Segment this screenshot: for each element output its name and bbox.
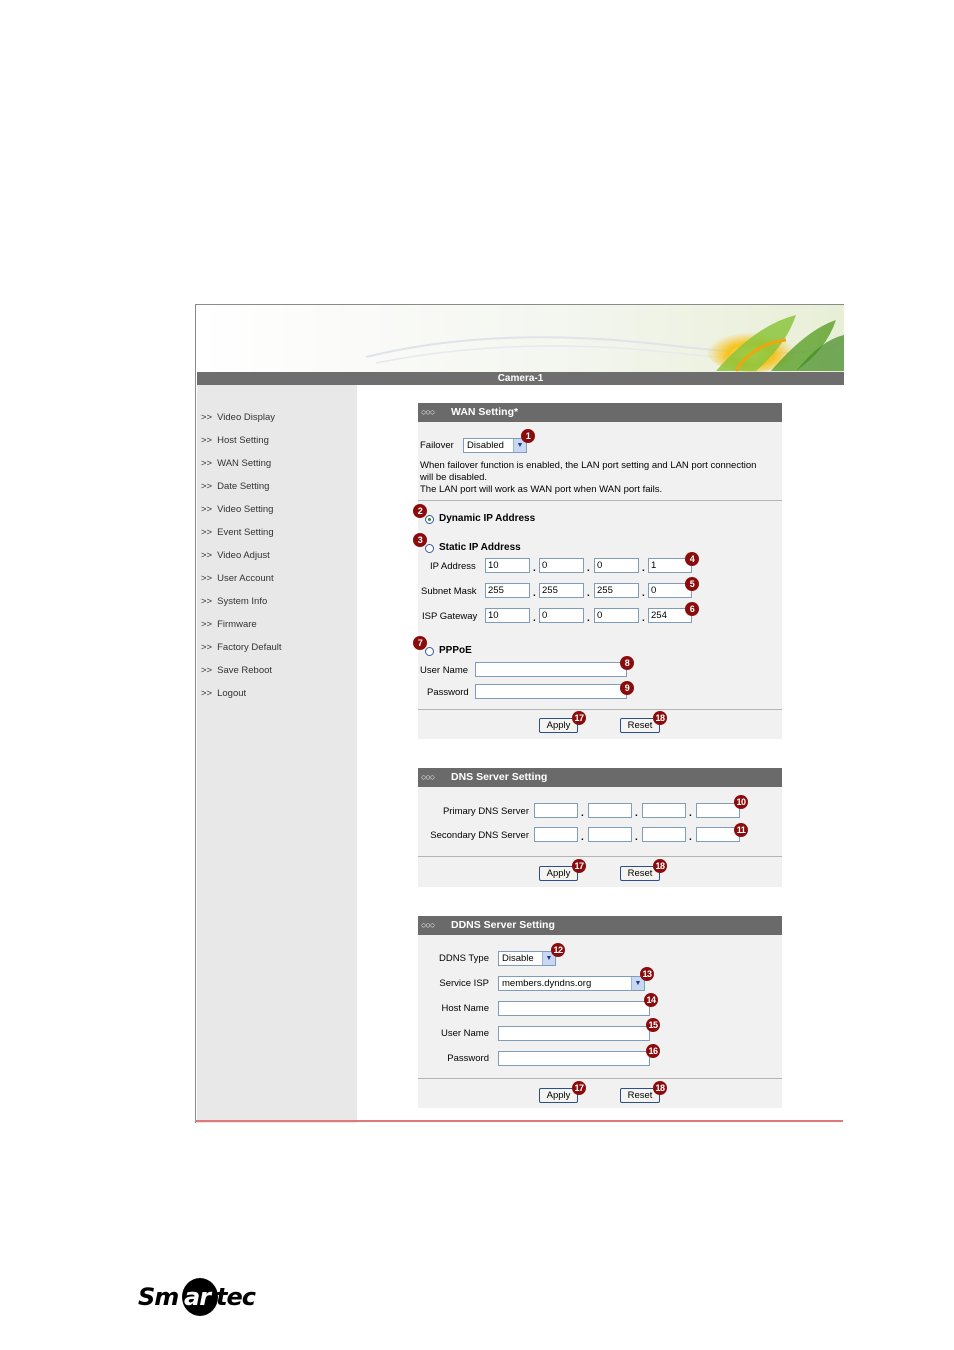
- primary-dns-octet-2[interactable]: [588, 803, 632, 818]
- chevron-down-icon: ▼: [542, 952, 555, 965]
- service-isp-label: Service ISP: [439, 978, 489, 989]
- sidebar-item-label: System Info: [217, 596, 268, 607]
- wan-panel-header: [418, 403, 782, 422]
- secondary-dns-octet-1[interactable]: [534, 827, 578, 842]
- failover-select[interactable]: [463, 438, 527, 453]
- svg-text:ar: ar: [184, 1283, 211, 1311]
- sidebar-item-label: Firmware: [217, 619, 257, 630]
- secondary-dns-octet-3[interactable]: [642, 827, 686, 842]
- sidebar-item-label: Video Display: [217, 412, 276, 423]
- callout-6: 6: [685, 602, 699, 616]
- nav-arrow: >>: [201, 619, 213, 630]
- ddns-password-label: Password: [447, 1053, 489, 1064]
- chain-icon: ○○○: [421, 407, 435, 417]
- callout-16: 16: [646, 1044, 660, 1058]
- ddns-reset-button[interactable]: Reset: [620, 1088, 660, 1103]
- pppoe-label: PPPoE: [439, 645, 472, 656]
- nav-arrow: >>: [201, 481, 213, 492]
- nav-arrow: >>: [201, 596, 213, 607]
- nav-arrow: >>: [201, 642, 213, 653]
- nav-arrow: >>: [201, 412, 213, 423]
- mask-dot: .: [587, 588, 590, 599]
- callout-18: 18: [653, 711, 667, 725]
- sidebar-item-host-setting[interactable]: [201, 435, 269, 446]
- wan-apply-button[interactable]: Apply: [539, 718, 578, 733]
- chain-icon: ○○○: [421, 772, 435, 782]
- sidebar-item-label: User Account: [217, 573, 274, 584]
- host-name-label: Host Name: [441, 1003, 489, 1014]
- callout-8: 8: [620, 656, 634, 670]
- dns-setting-panel: [418, 768, 782, 887]
- sidebar-item-firmware[interactable]: [201, 619, 257, 630]
- subnet-mask-label: Subnet Mask: [421, 586, 477, 597]
- sidebar: [197, 385, 357, 1123]
- dns-dot: .: [689, 832, 692, 843]
- mask-octet-2[interactable]: 255: [539, 583, 584, 598]
- svg-text:Sm: Sm: [138, 1283, 179, 1311]
- callout-17: 17: [572, 859, 586, 873]
- pppoe-password-input[interactable]: [475, 684, 627, 699]
- mask-octet-4[interactable]: 0: [648, 583, 692, 598]
- sidebar-item-label: WAN Setting: [217, 458, 272, 469]
- dns-panel-title: DNS Server Setting: [451, 771, 548, 783]
- sidebar-item-user-account[interactable]: [201, 573, 274, 584]
- ddns-apply-button[interactable]: Apply: [539, 1088, 578, 1103]
- dns-panel-header: [418, 768, 782, 787]
- sidebar-item-label: Event Setting: [217, 527, 274, 538]
- mask-octet-1[interactable]: 255: [485, 583, 530, 598]
- ddns-type-select[interactable]: [498, 951, 556, 966]
- dns-dot: .: [689, 808, 692, 819]
- camera-title-bar: [197, 372, 844, 385]
- secondary-dns-octet-2[interactable]: [588, 827, 632, 842]
- isp-gateway-label: ISP Gateway: [422, 611, 478, 622]
- dns-dot: .: [635, 832, 638, 843]
- service-isp-value: members.dyndns.org: [502, 978, 592, 989]
- svg-text:tec: tec: [216, 1283, 255, 1311]
- mask-octet-3[interactable]: 255: [594, 583, 639, 598]
- pppoe-radio[interactable]: [425, 647, 434, 656]
- ip-octet-2[interactable]: 0: [539, 558, 584, 573]
- header-banner: [196, 305, 844, 372]
- ip-octet-3[interactable]: 0: [594, 558, 639, 573]
- dynamic-ip-label: Dynamic IP Address: [439, 513, 536, 524]
- nav-arrow: >>: [201, 688, 213, 699]
- banner-graphic: [196, 305, 844, 372]
- ddns-setting-panel: [418, 916, 782, 1108]
- callout-13: 13: [640, 967, 654, 981]
- sidebar-item-save-reboot[interactable]: [201, 665, 272, 676]
- failover-note-1: When failover function is enabled, the LAN port setting and LAN port connection: [420, 460, 757, 471]
- primary-dns-label: Primary DNS Server: [442, 806, 529, 817]
- pppoe-username-label: User Name: [420, 665, 469, 676]
- ip-octet-1[interactable]: 10: [485, 558, 530, 573]
- divider: [418, 709, 782, 710]
- callout-11: 11: [734, 823, 748, 837]
- sidebar-item-logout[interactable]: [201, 688, 246, 699]
- wan-panel-title: WAN Setting*: [451, 406, 519, 418]
- dns-apply-button[interactable]: Apply: [539, 866, 578, 881]
- host-name-input[interactable]: [498, 1001, 650, 1016]
- ddns-panel-title: DDNS Server Setting: [451, 919, 555, 931]
- sidebar-item-video-setting[interactable]: [201, 504, 273, 515]
- ddns-username-input[interactable]: [498, 1026, 650, 1041]
- callout-17: 17: [572, 1081, 586, 1095]
- primary-dns-octet-3[interactable]: [642, 803, 686, 818]
- mask-dot: .: [642, 588, 645, 599]
- callout-3: 3: [413, 533, 427, 547]
- callout-4: 4: [685, 552, 699, 566]
- mask-dot: .: [533, 588, 536, 599]
- callout-12: 12: [551, 943, 565, 957]
- bottom-rule: [195, 1120, 843, 1122]
- callout-7: 7: [413, 636, 427, 650]
- sidebar-item-label: Host Setting: [217, 435, 269, 446]
- sidebar-item-event-setting[interactable]: [201, 527, 274, 538]
- service-isp-select[interactable]: [498, 976, 645, 991]
- ddns-type-label: DDNS Type: [439, 953, 489, 964]
- camera-title: Camera-1: [497, 373, 544, 384]
- sidebar-item-factory-default[interactable]: [201, 642, 282, 653]
- sidebar-item-wan-setting[interactable]: [201, 458, 271, 469]
- wan-setting-panel: [418, 403, 782, 739]
- failover-note-2: will be disabled.: [420, 472, 488, 483]
- ddns-password-input[interactable]: [498, 1051, 650, 1066]
- smartec-logo: [136, 1275, 260, 1317]
- web-ui-screenshot: [195, 304, 844, 1123]
- ip-octet-4[interactable]: 1: [648, 558, 692, 573]
- callout-10: 10: [734, 795, 748, 809]
- sidebar-item-label: Factory Default: [217, 642, 282, 653]
- ip-address-label: IP Address: [430, 561, 476, 572]
- divider: [418, 856, 782, 857]
- dns-dot: .: [581, 832, 584, 843]
- gateway-dot: .: [533, 613, 536, 624]
- ip-dot: .: [642, 563, 645, 574]
- sidebar-item-date-setting[interactable]: [201, 481, 269, 492]
- static-ip-label: Static IP Address: [439, 542, 521, 553]
- callout-18: 18: [653, 1081, 667, 1095]
- callout-5: 5: [685, 577, 699, 591]
- dns-reset-button[interactable]: Reset: [620, 866, 660, 881]
- divider: [418, 500, 782, 501]
- sidebar-item-label: Save Reboot: [217, 665, 273, 676]
- nav-arrow: >>: [201, 504, 213, 515]
- dns-dot: .: [635, 808, 638, 819]
- ip-dot: .: [587, 563, 590, 574]
- ip-dot: .: [533, 563, 536, 574]
- callout-18: 18: [653, 859, 667, 873]
- callout-15: 15: [646, 1018, 660, 1032]
- sidebar-item-label: Date Setting: [217, 481, 270, 492]
- sidebar-item-label: Video Adjust: [217, 550, 270, 561]
- chevron-down-icon: ▼: [631, 977, 644, 990]
- nav-arrow: >>: [201, 665, 213, 676]
- primary-dns-octet-1[interactable]: [534, 803, 578, 818]
- gateway-octet-1[interactable]: 10: [485, 608, 530, 623]
- callout-2: 2: [413, 504, 427, 518]
- primary-dns-octet-4[interactable]: [696, 803, 740, 818]
- failover-label: Failover: [420, 440, 454, 451]
- chevron-down-icon: ▼: [513, 439, 526, 452]
- dns-dot: .: [581, 808, 584, 819]
- gateway-dot: .: [642, 613, 645, 624]
- secondary-dns-label: Secondary DNS Server: [430, 830, 529, 841]
- wan-reset-button[interactable]: Reset: [620, 718, 660, 733]
- sidebar-item-system-info[interactable]: [201, 596, 267, 607]
- sidebar-item-label: Video Setting: [217, 504, 274, 515]
- failover-note-3: The LAN port will work as WAN port when WAN port fails.: [420, 484, 663, 495]
- pppoe-password-label: Password: [427, 687, 469, 698]
- dynamic-ip-radio[interactable]: [425, 515, 434, 524]
- gateway-octet-4[interactable]: 254: [648, 608, 692, 623]
- gateway-dot: .: [587, 613, 590, 624]
- static-ip-radio[interactable]: [425, 544, 434, 553]
- callout-17: 17: [572, 711, 586, 725]
- callout-9: 9: [620, 681, 634, 695]
- ddns-type-value: Disable: [502, 953, 534, 964]
- gateway-octet-2[interactable]: 0: [539, 608, 584, 623]
- ddns-username-label: User Name: [440, 1028, 489, 1039]
- nav-arrow: >>: [201, 458, 213, 469]
- callout-1: 1: [521, 429, 535, 443]
- chain-icon: ○○○: [421, 920, 435, 930]
- ddns-panel-header: [418, 916, 782, 935]
- callout-14: 14: [644, 993, 658, 1007]
- nav-arrow: >>: [201, 550, 213, 561]
- pppoe-username-input[interactable]: [475, 662, 627, 677]
- nav-arrow: >>: [201, 527, 213, 538]
- sidebar-item-video-adjust[interactable]: [201, 550, 270, 561]
- divider: [418, 1078, 782, 1079]
- gateway-octet-3[interactable]: 0: [594, 608, 639, 623]
- nav-arrow: >>: [201, 573, 213, 584]
- nav-arrow: >>: [201, 435, 213, 446]
- sidebar-item-video-display[interactable]: [201, 412, 275, 423]
- failover-value: Disabled: [467, 440, 504, 451]
- sidebar-item-label: Logout: [217, 688, 247, 699]
